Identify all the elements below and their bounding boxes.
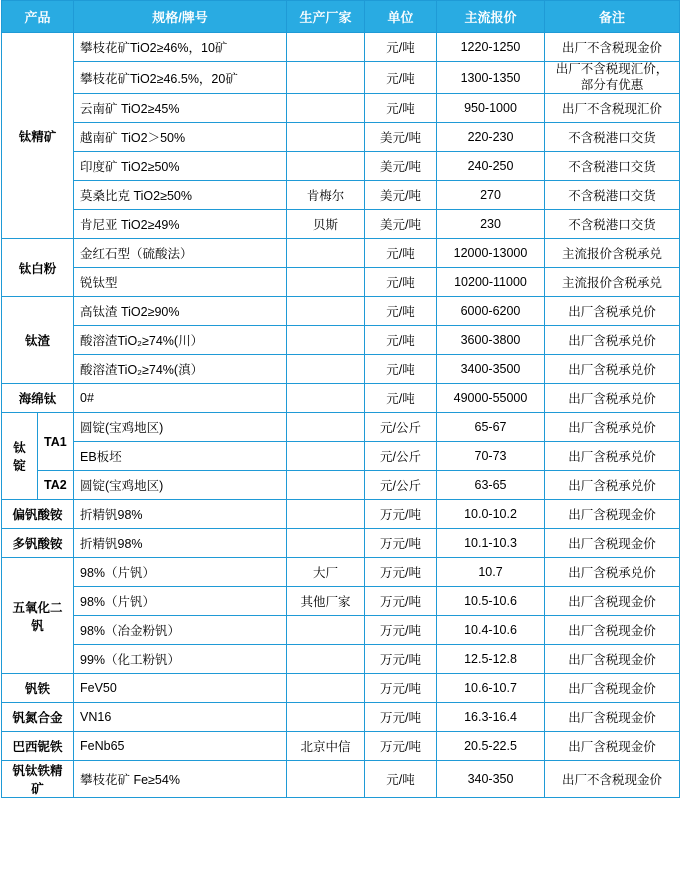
cell-spec: 98%（片钒） (74, 587, 287, 616)
cell-maker (287, 297, 365, 326)
cell-unit: 万元/吨 (365, 732, 437, 761)
cell-unit: 美元/吨 (365, 181, 437, 210)
cell-note: 出厂含税现金价 (545, 703, 680, 732)
column-header-product: 产品 (2, 1, 74, 33)
cell-note: 出厂含税承兑价 (545, 326, 680, 355)
cell-note: 出厂含税承兑价 (545, 442, 680, 471)
cell-maker (287, 268, 365, 297)
table-row (2, 268, 680, 297)
price-table (1, 0, 680, 798)
cell-unit: 万元/吨 (365, 703, 437, 732)
cell-price: 10.7 (437, 558, 545, 587)
cell-price: 12.5-12.8 (437, 645, 545, 674)
cell-spec: 莫桑比克 TiO2≥50% (74, 181, 287, 210)
cell-note: 出厂含税承兑价 (545, 384, 680, 413)
cell-note: 出厂含税承兑价 (545, 558, 680, 587)
cell-maker (287, 123, 365, 152)
cell-product: 五氧化二钒 (2, 558, 74, 674)
cell-price: 63-65 (437, 471, 545, 500)
cell-price: 16.3-16.4 (437, 703, 545, 732)
cell-maker (287, 239, 365, 268)
table-row (2, 33, 680, 62)
cell-product: 钒钛铁精矿 (2, 761, 74, 798)
table-header (2, 1, 680, 33)
cell-note: 不含税港口交货 (545, 181, 680, 210)
cell-maker (287, 62, 365, 94)
cell-maker (287, 355, 365, 384)
cell-note: 出厂含税承兑价 (545, 355, 680, 384)
cell-product: 多钒酸铵 (2, 529, 74, 558)
cell-unit: 元/吨 (365, 268, 437, 297)
cell-unit: 美元/吨 (365, 210, 437, 239)
cell-maker: 大厂 (287, 558, 365, 587)
table-row (2, 442, 680, 471)
table-row (2, 558, 680, 587)
cell-price: 65-67 (437, 413, 545, 442)
cell-price: 49000-55000 (437, 384, 545, 413)
cell-unit: 万元/吨 (365, 500, 437, 529)
cell-maker (287, 152, 365, 181)
cell-unit: 元/公斤 (365, 442, 437, 471)
cell-maker (287, 413, 365, 442)
cell-maker (287, 645, 365, 674)
cell-price: 10.5-10.6 (437, 587, 545, 616)
cell-spec: 98%（片钒） (74, 558, 287, 587)
cell-spec: 98%（冶金粉钒） (74, 616, 287, 645)
cell-unit: 元/公斤 (365, 471, 437, 500)
cell-unit: 元/公斤 (365, 413, 437, 442)
cell-note: 不含税港口交货 (545, 210, 680, 239)
cell-price: 950-1000 (437, 94, 545, 123)
table-row (2, 210, 680, 239)
cell-note: 不含税港口交货 (545, 152, 680, 181)
cell-spec: 越南矿 TiO2＞50% (74, 123, 287, 152)
cell-note: 出厂含税承兑价 (545, 471, 680, 500)
cell-unit: 万元/吨 (365, 587, 437, 616)
cell-maker (287, 326, 365, 355)
table-row (2, 123, 680, 152)
cell-maker (287, 703, 365, 732)
cell-unit: 万元/吨 (365, 674, 437, 703)
cell-note: 出厂不含税现金价 (545, 761, 680, 798)
cell-price: 10.4-10.6 (437, 616, 545, 645)
table-row (2, 732, 680, 761)
cell-maker (287, 616, 365, 645)
cell-note: 出厂含税现金价 (545, 529, 680, 558)
table-row (2, 62, 680, 94)
table-row (2, 761, 680, 798)
table-row (2, 181, 680, 210)
cell-maker (287, 33, 365, 62)
cell-note: 出厂不含税现金价 (545, 33, 680, 62)
cell-unit: 元/吨 (365, 33, 437, 62)
cell-price: 270 (437, 181, 545, 210)
cell-note: 出厂不含税现汇价，部分有优惠 (545, 62, 680, 94)
cell-price: 6000-6200 (437, 297, 545, 326)
cell-price: 3600-3800 (437, 326, 545, 355)
cell-maker: 北京中信 (287, 732, 365, 761)
table-row (2, 500, 680, 529)
cell-price: 10.0-10.2 (437, 500, 545, 529)
cell-spec: 高钛渣 TiO2≥90% (74, 297, 287, 326)
table-body (2, 33, 680, 798)
cell-price: 230 (437, 210, 545, 239)
cell-unit: 元/吨 (365, 355, 437, 384)
table-row (2, 413, 680, 442)
cell-spec: FeNb65 (74, 732, 287, 761)
column-header-spec: 规格/牌号 (74, 1, 287, 33)
cell-note: 不含税港口交货 (545, 123, 680, 152)
cell-note: 主流报价含税承兑 (545, 268, 680, 297)
table-row (2, 674, 680, 703)
cell-maker (287, 94, 365, 123)
cell-product: 钛精矿 (2, 33, 74, 239)
column-header-note: 备注 (545, 1, 680, 33)
cell-note: 出厂含税现金价 (545, 500, 680, 529)
cell-unit: 万元/吨 (365, 558, 437, 587)
cell-price: 10.1-10.3 (437, 529, 545, 558)
cell-spec: 酸溶渣TiO₂≥74%(滇） (74, 355, 287, 384)
cell-spec: 攀枝花矿TiO2≥46.5%，20矿 (74, 62, 287, 94)
cell-product: 钛白粉 (2, 239, 74, 297)
cell-price: 1300-1350 (437, 62, 545, 94)
cell-maker (287, 761, 365, 798)
table-row (2, 471, 680, 500)
cell-price: 12000-13000 (437, 239, 545, 268)
table-row (2, 94, 680, 123)
column-header-unit: 单位 (365, 1, 437, 33)
cell-spec: 攀枝花矿 Fe≥54% (74, 761, 287, 798)
cell-product: 偏钒酸铵 (2, 500, 74, 529)
cell-product: 钛渣 (2, 297, 74, 384)
cell-unit: 万元/吨 (365, 645, 437, 674)
cell-unit: 美元/吨 (365, 152, 437, 181)
cell-spec: 锐钛型 (74, 268, 287, 297)
cell-note: 出厂含税现金价 (545, 616, 680, 645)
cell-maker (287, 471, 365, 500)
table-row (2, 616, 680, 645)
table-row (2, 152, 680, 181)
cell-product: 巴西铌铁 (2, 732, 74, 761)
cell-grade: TA1 (38, 413, 74, 471)
cell-note: 出厂含税现金价 (545, 674, 680, 703)
column-header-maker: 生产厂家 (287, 1, 365, 33)
cell-unit: 元/吨 (365, 761, 437, 798)
cell-price: 10.6-10.7 (437, 674, 545, 703)
table-row (2, 297, 680, 326)
cell-spec: 99%（化工粉钒） (74, 645, 287, 674)
table-row (2, 355, 680, 384)
cell-unit: 元/吨 (365, 326, 437, 355)
table-row (2, 703, 680, 732)
cell-price: 70-73 (437, 442, 545, 471)
table-header-row (2, 1, 680, 33)
cell-spec: 折精钒98% (74, 529, 287, 558)
cell-maker (287, 529, 365, 558)
cell-unit: 万元/吨 (365, 529, 437, 558)
cell-spec: 酸溶渣TiO₂≥74%(川） (74, 326, 287, 355)
cell-unit: 元/吨 (365, 62, 437, 94)
cell-spec: 云南矿 TiO2≥45% (74, 94, 287, 123)
cell-note: 出厂不含税现汇价 (545, 94, 680, 123)
cell-product: 海绵钛 (2, 384, 74, 413)
cell-unit: 元/吨 (365, 384, 437, 413)
table-row (2, 645, 680, 674)
cell-spec: 圆锭(宝鸡地区) (74, 413, 287, 442)
cell-product: 钛锭 (2, 413, 38, 500)
cell-note: 出厂含税现金价 (545, 732, 680, 761)
cell-spec: 金红石型（硫酸法） (74, 239, 287, 268)
cell-maker (287, 500, 365, 529)
cell-unit: 美元/吨 (365, 123, 437, 152)
cell-note: 出厂含税现金价 (545, 587, 680, 616)
cell-price: 20.5-22.5 (437, 732, 545, 761)
cell-product: 钒氮合金 (2, 703, 74, 732)
cell-maker: 肯梅尔 (287, 181, 365, 210)
cell-spec: FeV50 (74, 674, 287, 703)
column-header-price: 主流报价 (437, 1, 545, 33)
cell-price: 220-230 (437, 123, 545, 152)
cell-note: 主流报价含税承兑 (545, 239, 680, 268)
cell-unit: 元/吨 (365, 297, 437, 326)
cell-spec: 攀枝花矿TiO2≥46%，10矿 (74, 33, 287, 62)
cell-unit: 元/吨 (365, 239, 437, 268)
cell-unit: 万元/吨 (365, 616, 437, 645)
cell-price: 340-350 (437, 761, 545, 798)
cell-price: 1220-1250 (437, 33, 545, 62)
cell-unit: 元/吨 (365, 94, 437, 123)
cell-spec: VN16 (74, 703, 287, 732)
table-row (2, 326, 680, 355)
cell-product: 钒铁 (2, 674, 74, 703)
cell-note: 出厂含税现金价 (545, 645, 680, 674)
cell-spec: EB板坯 (74, 442, 287, 471)
table-row (2, 384, 680, 413)
cell-note: 出厂含税承兑价 (545, 413, 680, 442)
cell-spec: 印度矿 TiO2≥50% (74, 152, 287, 181)
cell-spec: 折精钒98% (74, 500, 287, 529)
cell-price: 10200-11000 (437, 268, 545, 297)
cell-price: 240-250 (437, 152, 545, 181)
cell-maker: 贝斯 (287, 210, 365, 239)
cell-price: 3400-3500 (437, 355, 545, 384)
cell-maker: 其他厂家 (287, 587, 365, 616)
cell-spec: 圆锭(宝鸡地区) (74, 471, 287, 500)
cell-note: 出厂含税承兑价 (545, 297, 680, 326)
cell-spec: 0# (74, 384, 287, 413)
cell-grade: TA2 (38, 471, 74, 500)
cell-maker (287, 674, 365, 703)
cell-maker (287, 384, 365, 413)
table-row (2, 529, 680, 558)
cell-spec: 肯尼亚 TiO2≥49% (74, 210, 287, 239)
table-row (2, 239, 680, 268)
table-row (2, 587, 680, 616)
cell-maker (287, 442, 365, 471)
